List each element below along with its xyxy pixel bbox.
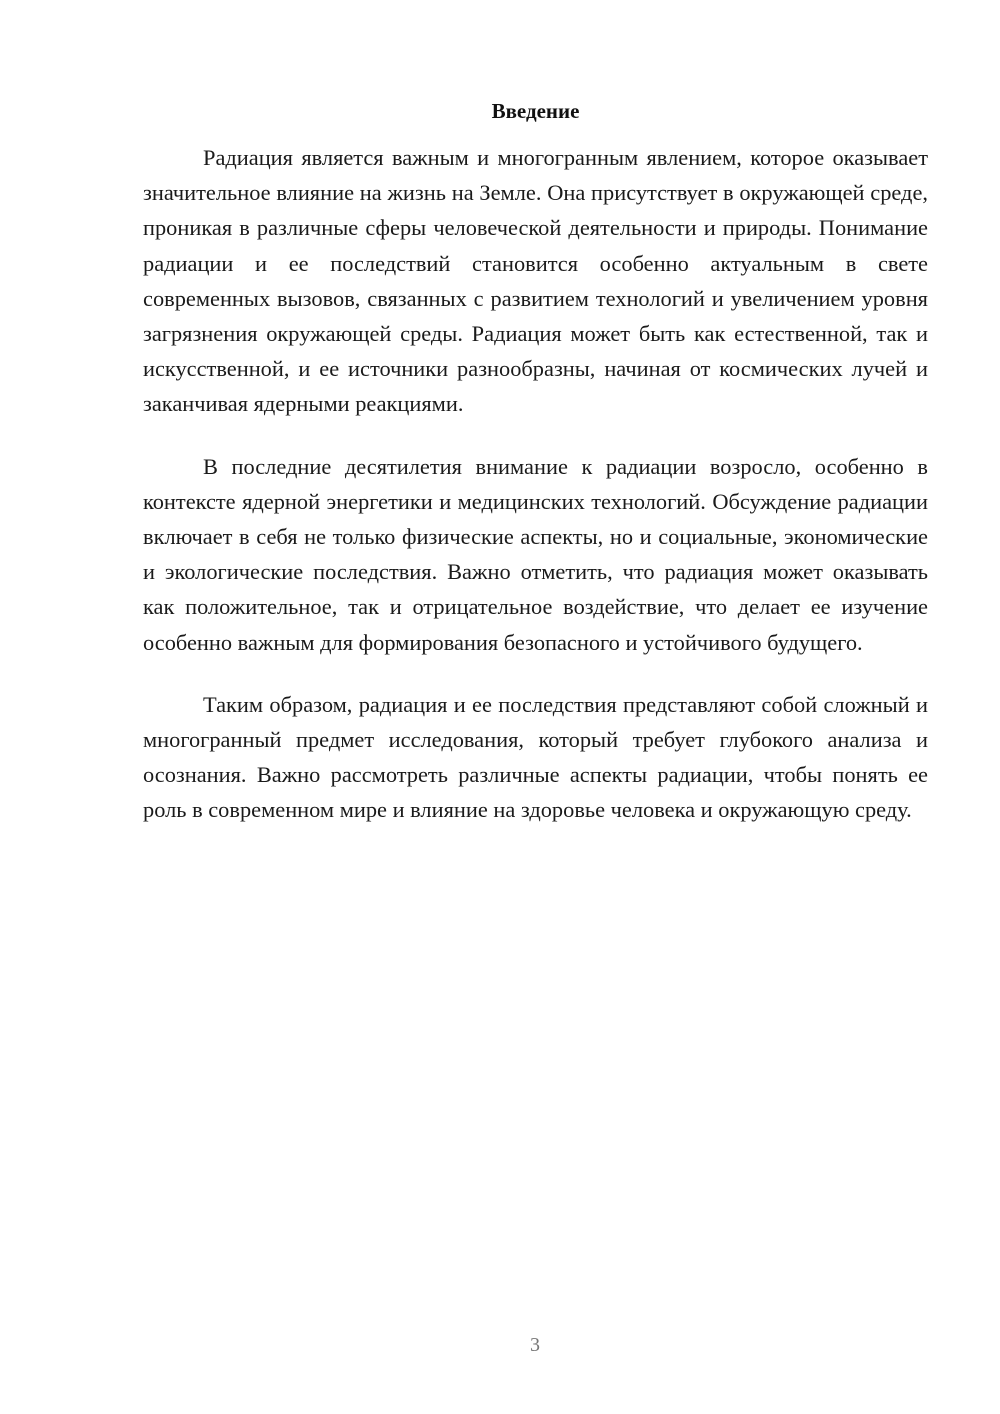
page-content — [143, 96, 928, 855]
paragraph-2: В последние десятилетия внимание к радиации возросло, особенно в контексте ядерной энергетики и медицинских технологий. Обсуждение радиации включает в себя не только физические аспекты, но и социальные, экономические и экологические последствия. Важно отметить, что радиация может оказывать как положительное, так и отрицательное воздействие, что делает ее изучение особенно важным для формирования безопасного и устойчивого будущего. — [143, 453, 928, 655]
section-title: Введение — [491, 99, 580, 123]
paragraph-1: Радиация является важным и многогранным явлением, которое оказывает значительное влияние на жизнь на Земле. Она присутствует в окружающей среде, проникая в различные сферы человеческой деятельности и природы. Понимание радиации и ее последствий становится особенно актуальным в свете современных вызовов, связанных с развитием технологий и увеличением уровня загрязнения окружающей среды. Радиация может быть как естественной, так и искусственной, и ее источники разнообразны, начиная от космических лучей и заканчивая ядерными реакциями. — [143, 145, 928, 417]
paragraph-3: Таким образом, радиация и ее последствия представляют собой сложный и многогранный предмет исследования, который требует глубокого анализа и осознания. Важно рассмотреть различные аспекты радиации, чтобы понять ее роль в современном мире и влияние на здоровье человека и окружающую среду. — [143, 691, 928, 823]
page-number: 3 — [530, 1334, 540, 1356]
